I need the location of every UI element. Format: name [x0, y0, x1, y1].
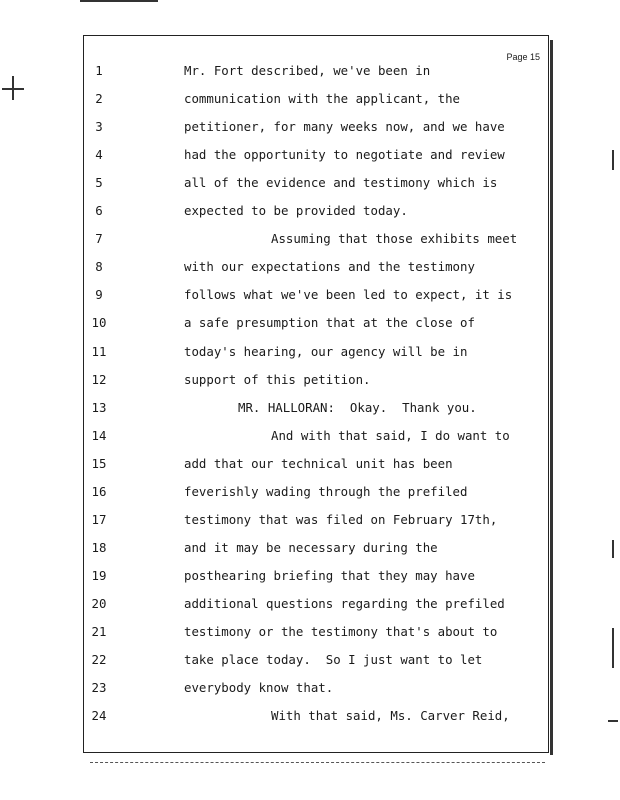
- line-number: 15: [91, 455, 107, 471]
- transcript-line: [84, 145, 548, 165]
- transcript-line: [84, 538, 548, 558]
- transcript-line: [84, 117, 548, 137]
- line-text: with our expectations and the testimony: [184, 259, 475, 275]
- scan-mark-left-vertical: [12, 76, 14, 100]
- transcript-line: [84, 370, 548, 390]
- page-number: Page 15: [506, 52, 540, 62]
- line-number: 18: [91, 539, 107, 555]
- line-text: add that our technical unit has been: [184, 455, 453, 471]
- line-number: 24: [91, 708, 107, 724]
- transcript-line: [84, 285, 548, 305]
- scan-mark-top: [80, 0, 158, 2]
- scan-mark-right-4: [608, 720, 618, 722]
- line-number: 10: [91, 315, 107, 331]
- scan-bottom-dashes: [90, 762, 545, 763]
- line-text: And with that said, I do want to: [271, 427, 510, 443]
- transcript-line: [84, 201, 548, 221]
- line-number: 16: [91, 483, 107, 499]
- transcript-line: [84, 426, 548, 446]
- line-number: 5: [95, 175, 103, 191]
- transcript-line: [84, 89, 548, 109]
- transcript-line: [84, 229, 548, 249]
- line-text: posthearing briefing that they may have: [184, 567, 475, 583]
- scan-mark-right-3: [612, 628, 614, 668]
- transcript-line: [84, 313, 548, 333]
- transcript-line: [84, 61, 548, 81]
- line-text: expected to be provided today.: [184, 203, 408, 219]
- line-number: 9: [95, 287, 103, 303]
- line-text: communication with the applicant, the: [184, 91, 461, 107]
- transcript-line: [84, 510, 548, 530]
- line-number: 14: [91, 427, 107, 443]
- line-number: 6: [95, 203, 103, 219]
- line-number: 3: [95, 119, 103, 135]
- line-number: 20: [91, 595, 107, 611]
- line-number: 2: [95, 91, 103, 107]
- line-text: had the opportunity to negotiate and review: [184, 147, 505, 163]
- line-number: 21: [91, 624, 107, 639]
- scan-mark-right-1: [612, 150, 614, 170]
- line-number: 13: [91, 399, 107, 415]
- line-number: 17: [91, 511, 107, 527]
- line-number: 12: [91, 371, 107, 387]
- line-text: take place today. So I just want to let: [184, 652, 483, 668]
- line-number: 8: [95, 259, 103, 275]
- line-text: everybody know that.: [184, 680, 334, 696]
- transcript-line: [84, 173, 548, 193]
- transcript-line: [84, 482, 548, 502]
- line-number: 7: [95, 231, 103, 247]
- line-text: testimony or the testimony that's about to: [184, 624, 498, 639]
- transcript-line: [84, 566, 548, 586]
- transcript-line: [84, 342, 548, 362]
- line-text: today's hearing, our agency will be in: [184, 343, 468, 359]
- line-number: 4: [95, 147, 103, 163]
- line-number: 1: [95, 63, 103, 78]
- transcript-line: [84, 678, 548, 698]
- transcript-line: [84, 594, 548, 614]
- line-text: Assuming that those exhibits meet: [271, 231, 518, 247]
- line-number: 23: [91, 680, 107, 696]
- transcript-line: [84, 706, 548, 726]
- line-number: 19: [91, 567, 107, 583]
- transcript-page: [83, 35, 549, 753]
- transcript-line: [84, 622, 548, 642]
- line-text: Mr. Fort described, we've been in: [184, 63, 431, 78]
- line-number: 11: [91, 343, 107, 359]
- transcript-line: [84, 454, 548, 474]
- line-number: 22: [91, 652, 107, 668]
- transcript-line: [84, 398, 548, 418]
- scan-mark-right-2: [612, 540, 614, 558]
- line-text: and it may be necessary during the: [184, 539, 438, 555]
- line-text: follows what we've been led to expect, it is: [184, 287, 513, 303]
- line-text: a safe presumption that at the close of: [184, 315, 475, 331]
- line-text: petitioner, for many weeks now, and we have: [184, 119, 505, 135]
- line-text: support of this petition.: [184, 371, 371, 387]
- transcript-line: [84, 650, 548, 670]
- line-text: With that said, Ms. Carver Reid,: [271, 708, 510, 724]
- transcript-line: [84, 257, 548, 277]
- line-text: feverishly wading through the prefiled: [184, 483, 468, 499]
- line-text: all of the evidence and testimony which is: [184, 175, 498, 191]
- line-text: testimony that was filed on February 17th,: [184, 511, 498, 527]
- page-edge-right: [550, 40, 553, 755]
- line-text: additional questions regarding the prefiled: [184, 595, 505, 611]
- line-text: MR. HALLORAN: Okay. Thank you.: [238, 399, 477, 415]
